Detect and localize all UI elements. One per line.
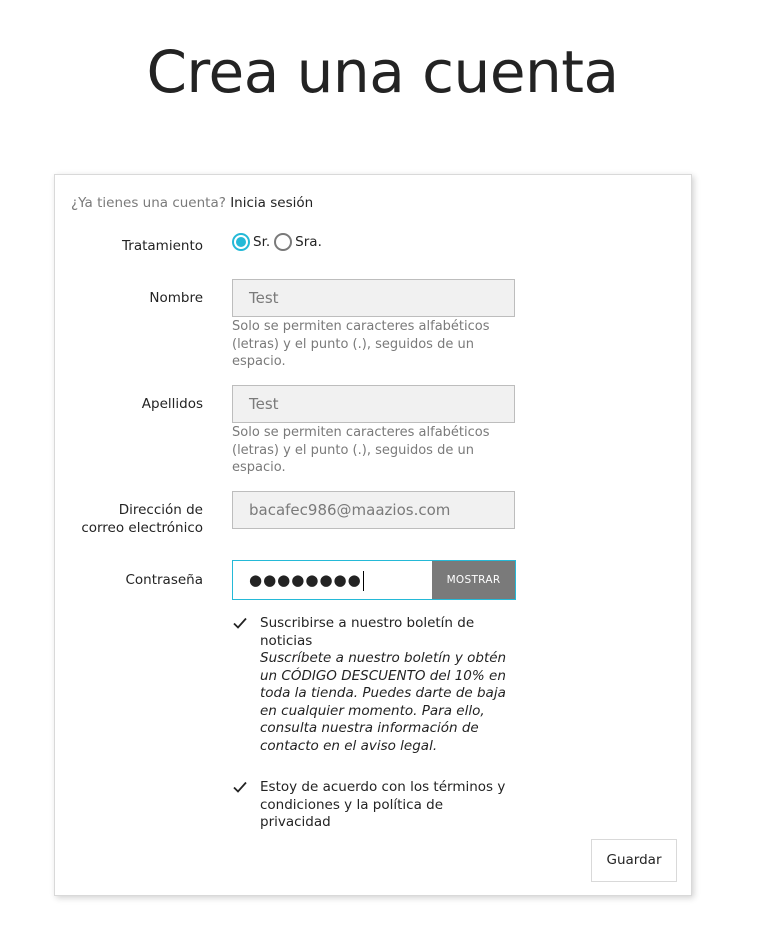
newsletter-description: Suscríbete a nuestro boletín y obtén un CÓDIGO DESCUENTO del 10% en toda la tienda. Puedes darte de baja en cualquier momento. Para ello, consulta nuestra información de contacto en el aviso legal. <box>260 650 507 754</box>
password-value: ●●●●●●●● <box>249 571 362 589</box>
radio-sr-label[interactable]: Sr. <box>253 234 271 250</box>
password-label: Contraseña <box>125 572 203 588</box>
text-caret <box>363 571 364 591</box>
last-name-input[interactable]: Test <box>232 385 515 423</box>
terms-row <box>232 779 510 832</box>
first-name-input[interactable]: Test <box>232 279 515 317</box>
page-title: Crea una cuenta <box>146 38 619 106</box>
newsletter-label[interactable]: Suscribirse a nuestro boletín de noticias <box>260 615 475 649</box>
registration-form <box>54 174 692 896</box>
title-radio-group <box>232 233 326 251</box>
terms-label[interactable]: Estoy de acuerdo con los términos y condiciones y la política de privacidad <box>260 779 506 830</box>
email-label <box>55 501 203 537</box>
save-button[interactable]: Guardar <box>591 839 677 882</box>
last-name-help: Solo se permiten caracteres alfabéticos (letras) y el punto (.), seguidos de un espacio. <box>232 425 490 475</box>
newsletter-text <box>260 615 510 755</box>
radio-sr[interactable] <box>232 233 250 251</box>
login-prompt-text: ¿Ya tienes una cuenta? <box>71 195 226 211</box>
title-label: Tratamiento <box>122 238 203 254</box>
first-name-label: Nombre <box>149 290 203 306</box>
radio-sra[interactable] <box>274 233 292 251</box>
radio-sra-label[interactable]: Sra. <box>295 234 322 250</box>
last-name-label: Apellidos <box>141 396 203 412</box>
login-prompt <box>71 195 313 211</box>
login-link[interactable]: Inicia sesión <box>230 195 314 211</box>
email-label-line2: correo electrónico <box>81 520 203 536</box>
password-group <box>232 560 516 600</box>
show-password-button[interactable]: MOSTRAR <box>432 561 515 599</box>
password-input[interactable] <box>233 561 432 599</box>
first-name-help: Solo se permiten caracteres alfabéticos (letras) y el punto (.), seguidos de un espacio. <box>232 319 490 369</box>
terms-checkbox[interactable] <box>232 779 248 795</box>
email-input[interactable]: bacafec986@maazios.com <box>232 491 515 529</box>
email-label-line1: Dirección de <box>118 502 203 518</box>
newsletter-row <box>232 615 510 755</box>
newsletter-checkbox[interactable] <box>232 615 248 631</box>
